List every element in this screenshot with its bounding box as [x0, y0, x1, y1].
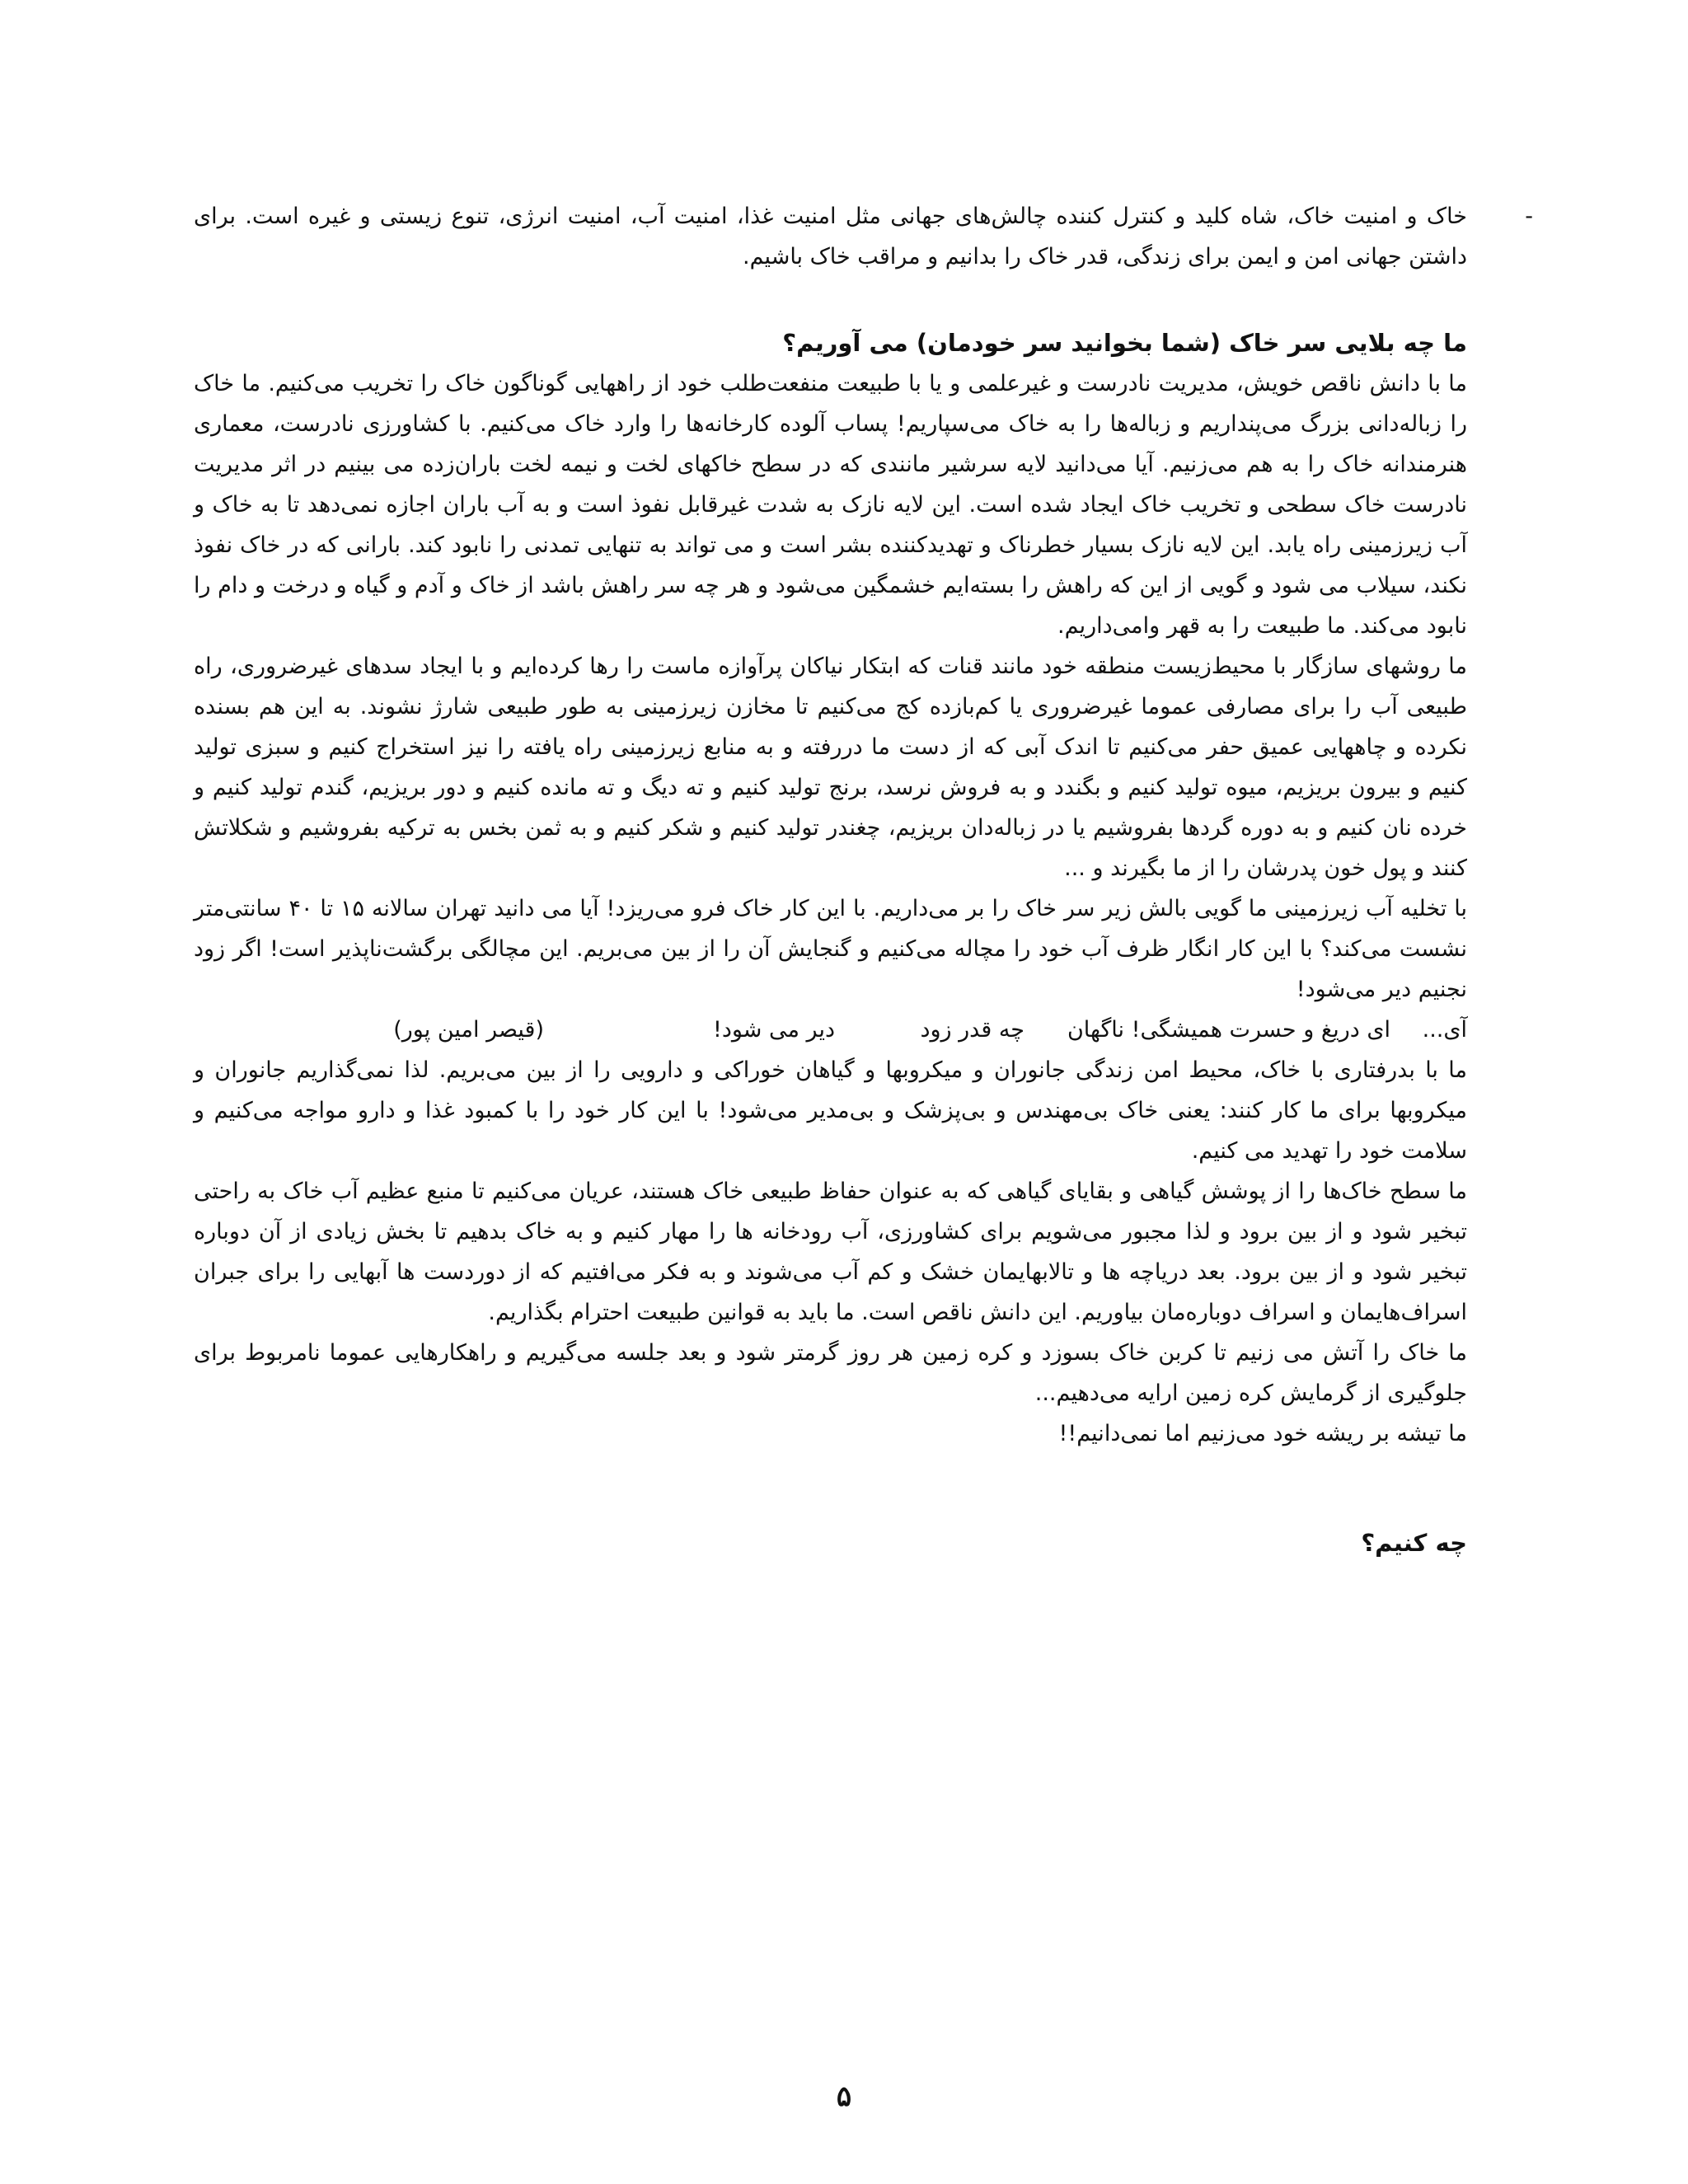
- paragraph: ما با بدرفتاری با خاک، محیط امن زندگی جانوران و میکروبها و گیاهان خوراکی و دارویی را از بین می‌بریم. لذا نمی‌گذاریم جانوران و میکروبها برای ما کار کنند: یعنی خاک بی‌مهندس و بی‌پزشک و بی‌مدیر می‌شود! با این کار خود را با کمبود غذا و دارو مواجه می‌کنیم و سلامت خود را تهدید می کنیم.: [194, 1057, 1467, 1164]
- paragraph: ما روشهای سازگار با محیط‌زیست منطقه خود مانند قنات که ابتکار نیاکان پرآوازه ماست را رها کرده‌ایم و با ایجاد سدهای غیرضروری، راه طبیعی آب را برای مصارفی عموما غیرضروری یا کم‌بازده کج می‌کنیم تا مخازن زیرزمینی به طور طبیعی شارژ نشوند. به این هم بسنده نکرده و چاههایی عمیق حفر می‌کنیم تا اندک آبی که از دست ما دررفته و به منابع زیرزمینی راه یافته را نیز استخراج کنیم و سبزی تولید کنیم و بیرون بریزیم، میوه تولید کنیم و بگندد و به فروش نرسد، برنج تولید کنیم و ته دیگ و ته مانده کنیم و دور بریزیم، گندم تولید کنیم و خرده نان کنیم و به دوره گردها بفروشیم یا در زباله‌دان بریزیم، چغندر تولید کنیم و شکر کنیم و به ثمن بخس به ترکیه بفروشیم و شکلاتش کنند و پول خون پدرشان را از ما بگیرند و ...: [194, 654, 1467, 881]
- poem-part: آی...: [1422, 1017, 1467, 1043]
- section-heading-damage: ما چه بلایی سر خاک (شما بخوانید سر خودمان) می آوریم؟: [782, 329, 1467, 357]
- paragraph: ما سطح خاک‌ها را از پوشش گیاهی و بقایای گیاهی که به عنوان حفاظ طبیعی خاک هستند، عریان می‌کنیم تا منبع عظیم آب خاک به راحتی تبخیر شود و از بین برود و لذا مجبور می‌شویم برای کشاورزی، آب رودخانه ها را مهار کنیم و به خاک بدهیم تا بخش زیادی از آن دوباره تبخیر شود و از بین برود. بعد دریاچه ها و تالابهایمان خشک و کم آب می‌شوند و به فکر می‌افتیم که از دوردست ها آبهایی را برای جبران اسراف‌هایمان و اسراف دوباره‌مان بیاوریم. این دانش ناقص است. ما باید به قوانین طبیعت احترام بگذاریم.: [194, 1179, 1467, 1325]
- bullet-item: [194, 196, 1533, 277]
- poem-part: دیر می شود!: [713, 1017, 835, 1043]
- bullet-dash: -: [1525, 204, 1533, 229]
- page-content: [194, 196, 1533, 1563]
- paragraph: ما با دانش ناقص خویش، مدیریت نادرست و غیرعلمی و یا با طبیعت منفعت‌طلب خود از راههایی گوناگون خاک را تخریب می‌کنیم. ما خاک را زباله‌دانی بزرگ می‌پنداریم و زباله‌ها را به خاک می‌سپاریم! پساب آلوده کارخانه‌ها را وارد خاک می‌کنیم. با کشاورزی نادرست، معماری هنرمندانه خاک را به هم می‌زنیم. آیا می‌دانید لایه سرشیر مانندی که در سطح خاکهای لخت و نیمه لخت باران‌زده می بینیم در اثر مدیریت نادرست خاک سطحی و تخریب خاک ایجاد شده است. این لایه نازک به شدت غیرقابل نفوذ است و به آب باران اجازه نمی‌دهد تا به خاک و آب زیرزمینی راه یابد. این لایه نازک بسیار خطرناک و تهدیدکننده بشر است و می تواند به تنهایی تمدنی را نابود کند. بارانی که در خاک نفوذ نکند، سیلاب می شود و گویی از این که راهش را بسته‌ایم خشمگین می‌شود و هر چه سر راهش باشد از خاک و آدم و گیاه و درخت و دام را نابود می‌کند. ما طبیعت را به قهر وامی‌داریم.: [194, 371, 1467, 639]
- poem-attribution: (قیصر امین پور): [393, 1017, 544, 1043]
- paragraph: با تخلیه آب زیرزمینی ما گویی بالش زیر سر خاک را بر می‌داریم. با این کار خاک فرو می‌ریزد! آیا می دانید تهران سالانه ۱۵ تا ۴۰ سانتی‌متر نشست می‌کند؟ با این کار انگار ظرف آب خود را مچاله می‌کنیم و گنجایش آن را از بین می‌بریم. این مچالگی برگشت‌ناپذیر است! اگر زود نجنیم دیر می‌شود!: [194, 896, 1468, 1002]
- paragraph: ما خاک را آتش می زنیم تا کربن خاک بسوزد و کره زمین هر روز گرمتر شود و بعد جلسه می‌گیریم و راهکارهایی عموما نامربوط برای جلوگیری از گرمایش کره زمین ارایه می‌دهیم...: [194, 1340, 1467, 1406]
- poem-part: ای دریغ و حسرت همیشگی! ناگهان: [1067, 1017, 1390, 1043]
- poem-part: چه قدر زود: [920, 1017, 1025, 1043]
- section-heading-what-to-do: چه کنیم؟: [1361, 1529, 1467, 1557]
- bullet-text: خاک و امنیت خاک، شاه کلید و کنترل کننده چالش‌های جهانی مثل امنیت غذا، امنیت آب، امنیت انرژی، تنوع زیستی و غیره است. برای داشتن جهانی امن و ایمن برای زندگی، قدر خاک را بدانیم و مراقب خاک باشیم.: [194, 204, 1467, 269]
- paragraph: ما تیشه بر ریشه خود می‌زنیم اما نمی‌دانیم!!: [1058, 1421, 1467, 1446]
- page-number: ۵: [836, 2080, 852, 2113]
- poem-line: [194, 1010, 1467, 1050]
